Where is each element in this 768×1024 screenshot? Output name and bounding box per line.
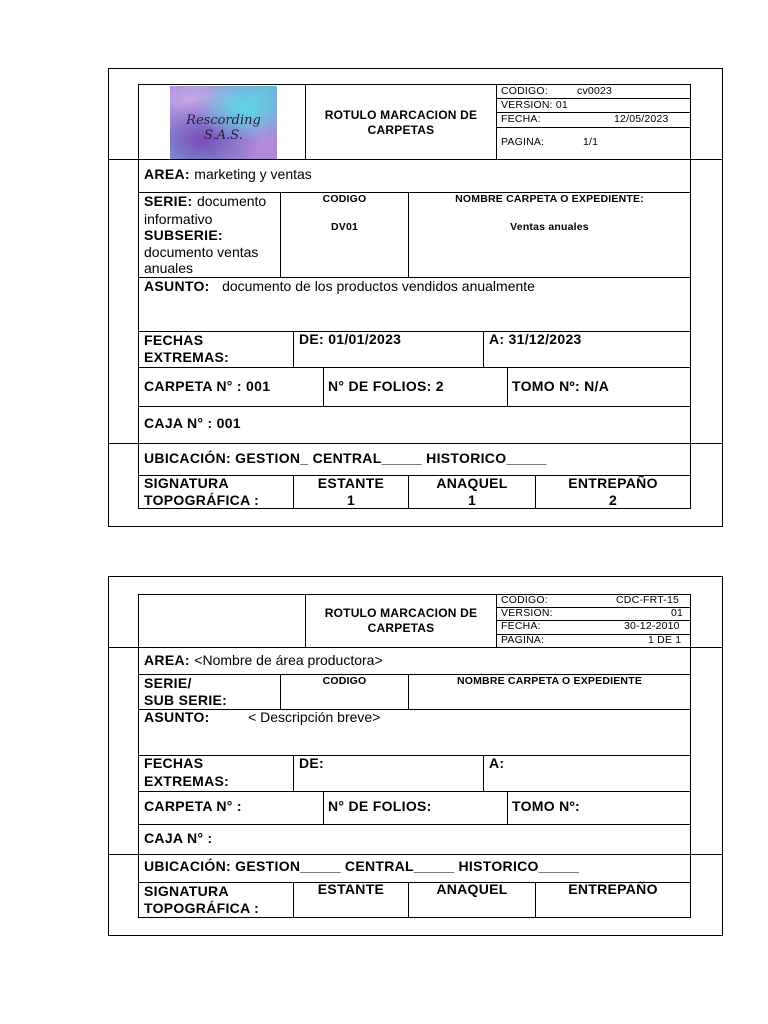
ubicacion-field: UBICACIÓN: GESTION_ CENTRAL_____ HISTORICO_____ [144, 450, 547, 466]
codigo-label: CODIGO: [501, 85, 548, 97]
codigo-col-label-2: CODIGO [322, 675, 367, 687]
anaquel-field: ANAQUEL 1 [436, 475, 508, 508]
asunto-label: ASUNTO: [144, 278, 210, 294]
version-label-2: VERSION: [501, 607, 553, 619]
area-value: marketing y ventas [194, 166, 312, 182]
pagina-value: 1/1 [583, 136, 599, 148]
entrepano-field: ENTREPAÑO 2 [568, 475, 658, 508]
serie-field: SERIE: documento informativo SUBSERIE: documento ventas anuales [144, 193, 267, 276]
folios-field-2: N° DE FOLIOS: [328, 798, 432, 814]
fecha-label: FECHA: [501, 113, 541, 125]
estante-field: ESTANTE 1 [317, 475, 385, 508]
subserie-label: SUBSERIE: [144, 227, 223, 243]
fecha-value: 12/05/2023 [614, 113, 669, 125]
folios-field: N° DE FOLIOS: 2 [328, 378, 444, 394]
company-logo [170, 86, 277, 159]
asunto-field-2: ASUNTO: < Descripción breve> [144, 709, 381, 725]
area-field-2: AREA: <Nombre de área productora> [144, 652, 383, 668]
a-cell-2 [483, 755, 691, 792]
header-title: ROTULO MARCACION DE CARPETAS [324, 108, 478, 137]
entrepano-label-2: ENTREPAÑO [568, 881, 658, 897]
fecha-label-2: FECHA: [501, 620, 541, 632]
asunto-value: documento de los productos vendidos anualmente [222, 278, 535, 294]
pagina-label-2: PAGINA: [501, 634, 545, 646]
area-field [144, 166, 312, 184]
caja-row-2 [138, 824, 691, 855]
a-field: A: 31/12/2023 [489, 331, 582, 347]
ubicacion-field-2: UBICACIÓN: GESTION_____ CENTRAL_____ HISTORICO_____ [144, 858, 580, 874]
codigo-value: cv0023 [577, 85, 613, 97]
pagina-label: PAGINA: [501, 136, 545, 148]
fechas-label: FECHAS EXTREMAS: [144, 332, 230, 365]
a-field-2: A: [489, 755, 505, 771]
version-label: VERSION: 01 [501, 99, 568, 111]
de-field: DE: 01/01/2023 [299, 331, 402, 347]
pagina-value-2: 1 DE 1 [648, 634, 682, 646]
serie-label-2: SERIE/ SUB SERIE: [144, 675, 228, 708]
caja-field-2: CAJA N° : [144, 830, 213, 846]
nombre-value: Ventas anuales [510, 221, 589, 233]
asunto-field [144, 278, 535, 296]
nombre-label: NOMBRE CARPETA O EXPEDIENTE: [455, 193, 644, 205]
signatura-label: SIGNATURA TOPOGRÁFICA : [144, 475, 260, 508]
version-value-2: 01 [671, 607, 684, 619]
codigo-col-label: CODIGO [322, 193, 367, 205]
codigo-label-2: CODIGO: [501, 594, 548, 606]
carpeta-field-2: CARPETA N° : [144, 798, 242, 814]
carpeta-field: CARPETA N° : 001 [144, 378, 271, 394]
logo-text: Rescording S.A.S. [186, 113, 261, 143]
nombre-label-2: NOMBRE CARPETA O EXPEDIENTE [456, 675, 643, 687]
tomo-field-2: TOMO Nº: [512, 798, 580, 814]
signatura-label-2: SIGNATURA TOPOGRÁFICA : [144, 883, 260, 916]
codigo-value-2: CDC-FRT-15 [616, 594, 680, 606]
fechas-label-2: FECHAS EXTREMAS: [144, 755, 230, 789]
header-logo-cell-2 [138, 594, 306, 648]
tomo-field: TOMO Nº: N/A [512, 378, 610, 394]
fecha-value-2: 30-12-2010 [624, 620, 680, 632]
area-label: AREA: [144, 166, 190, 182]
anaquel-label-2: ANAQUEL [436, 881, 508, 897]
codigo-col-value: DV01 [330, 221, 359, 233]
de-field-2: DE: [299, 755, 325, 771]
header-title-2: ROTULO MARCACION DE CARPETAS [324, 606, 478, 635]
estante-label-2: ESTANTE [317, 881, 385, 897]
caja-field: CAJA N° : 001 [144, 415, 241, 431]
